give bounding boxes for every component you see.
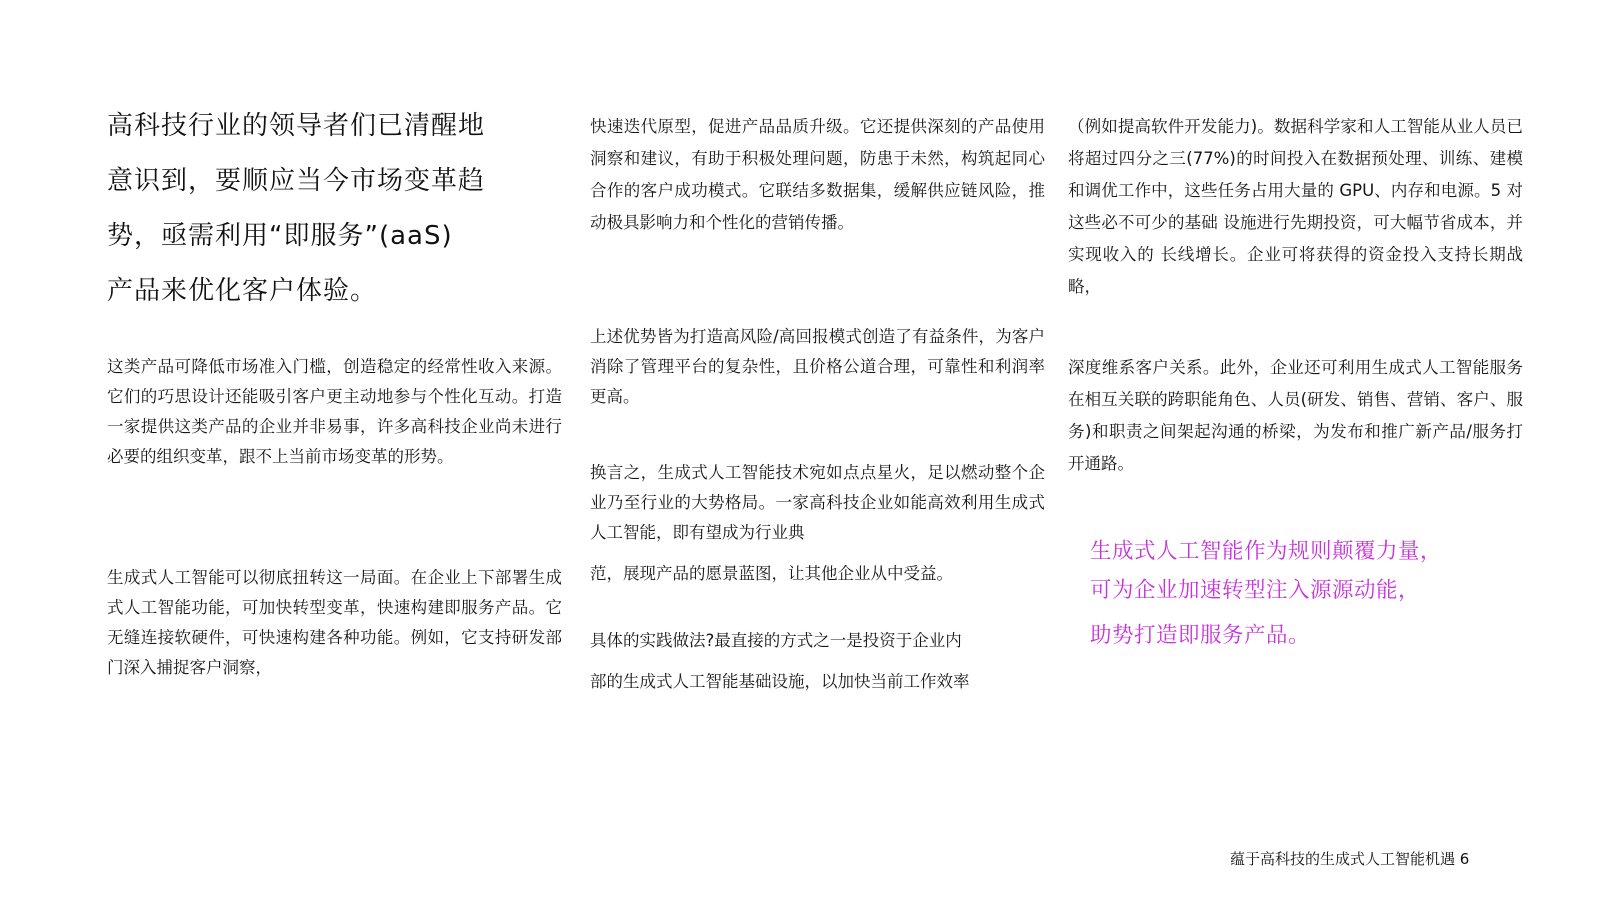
pull-quote-line-3: 助势打造即服务产品。 [1090,623,1311,648]
intro-paragraph: 这类产品可降低市场准入门槛，创造稳定的经常性收入来源。它们的巧思设计还能吸引客户更主动地参与个性化互动。打造一家提供这类产品的企业并非易事，许多高科技企业尚未进行必要的组织变革，跟不上当前市场变革的形势。 [107,357,562,466]
practice-line-1: 具体的实践做法?最直接的方式之一是投资于企业内 [590,631,962,650]
relationships-paragraph: 深度维系客户关系。此外，企业还可利用生成式人工智能服务在相互关联的跨职能角色、人员(研发、销售、营销、客户、服务)和职责之间架起沟通的桥梁，为发布和推广新产品/服务打开通路。 [1068,358,1523,473]
pull-quote-line-1: 生成式人工智能作为规则颠覆力量， [1090,539,1443,564]
genai-paragraph: 生成式人工智能可以彻底扭转这一局面。在企业上下部署生成式人工智能功能，可加快转型变革，快速构建即服务产品。它无缝连接软硬件，可快速构建各种功能。例如，它支持研发部门深入捕捉客户洞察， [107,568,562,677]
benefits-paragraph: 快速迭代原型，促进产品品质升级。它还提供深刻的产品使用洞察和建议，有助于积极处理问题，防患于未然，构筑起同心合作的客户成功模式。它联结多数据集，缓解供应链风险，推动极具影响力和个性化的营销传播。 [590,117,1045,232]
practice-line-2: 部的生成式人工智能基础设施，以加快当前工作效率 [590,672,970,691]
heading-line-4: 产品来优化客户体验。 [107,276,378,306]
practice-paragraph [590,620,970,702]
heading-line-3: 势，亟需利用“即服务”(aaS) [107,221,453,251]
heading-line-1: 高科技行业的领导者们已清醒地 [107,111,486,141]
infrastructure-paragraph: （例如提高软件开发能力)。数据科学家和人工智能从业人员已将超过四分之三(77%)的时间投入在数据预处理、训练、建模和调优工作中，这些任务占用大量的 GPU、内存和电源。5 对这些必不可少的基础 设施进行先期投资，可大幅节省成本，并实现收入的 长线增长。企业可将获得的资金投入支持长期战略， [1068,117,1523,296]
page-heading [107,99,485,319]
spark-paragraph-continued: 范，展现产品的愿景蓝图，让其他企业从中受益。 [590,564,953,583]
heading-line-2: 意识到，要顺应当今市场变革趋 [107,166,486,196]
spark-paragraph: 换言之，生成式人工智能技术宛如点点星火，足以燃动整个企业乃至行业的大势格局。一家高科技企业如能高效利用生成式人工智能，即有望成为行业典 [590,463,1045,542]
pull-quote-line-2: 可为企业加速转型注入源源动能， [1090,578,1421,603]
advantages-paragraph: 上述优势皆为打造高风险/高回报模式创造了有益条件，为客户消除了管理平台的复杂性，且价格公道合理，可靠性和利润率更高。 [590,327,1045,406]
pull-quote [1090,532,1442,655]
page-footer: 蕴于高科技的生成式人工智能机遇 6 [1230,850,1470,868]
